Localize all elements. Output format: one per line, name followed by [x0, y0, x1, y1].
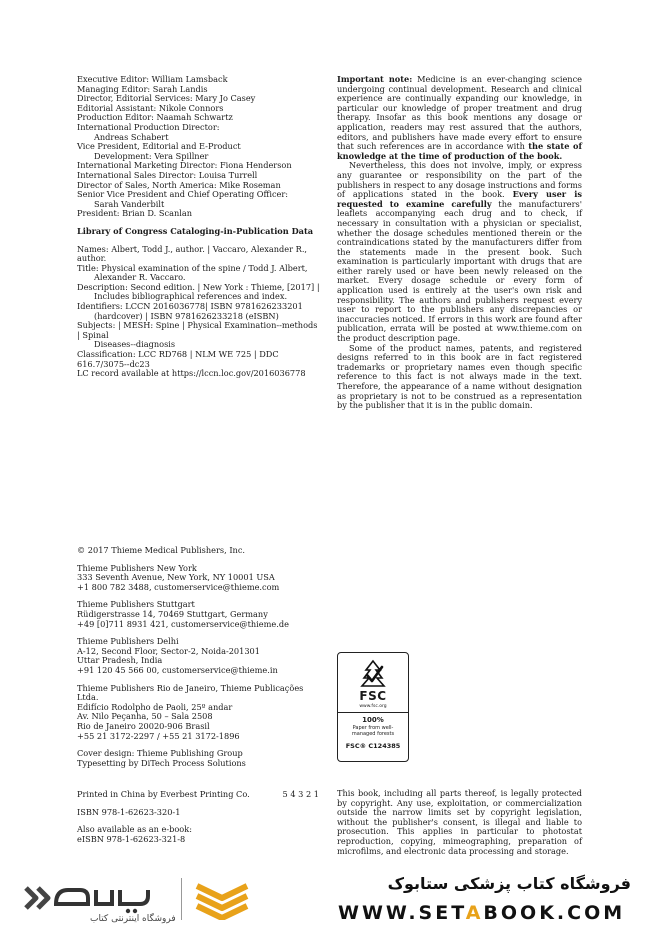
office-address-line: +1 800 782 3488, customerservice@thieme.com: [77, 581, 280, 592]
cip-line: Alexander R. Vaccaro.: [94, 272, 186, 283]
publisher-office: [77, 564, 327, 593]
typesetting-credit: Typesetting by DiTech Process Solutions: [77, 757, 246, 768]
printing-info: [77, 790, 319, 800]
cip-line: LC record available at https://lccn.loc.gov/2016036778: [77, 368, 306, 379]
credit-line: President: Brian D. Scanlan: [77, 208, 193, 219]
ebook-info: [77, 825, 327, 844]
office-address-line: Ltda.: [77, 692, 99, 703]
fsc-paper-text: Paper from well- managed forests: [351, 725, 395, 737]
note-paragraph-3: Some of the product names, patents, and registered designs referred to in this book are in fact registered trademarks or proprietary names even though specific reference to this fact is not always made in the text. Therefore, the appearance of a name without designation as proprietary is not to be construed as a representation by the publisher that it is in the public domain.: [337, 342, 582, 411]
store-title: فروشگاه کتاب پزشکی ستابوک: [387, 874, 631, 893]
cip-record: [77, 245, 325, 379]
office-address-line: Edifício Rodolpho de Paoli, 25º andar: [77, 701, 233, 712]
office-address-line: +55 21 3172-2297 / +55 21 3172-1896: [77, 730, 240, 741]
cip-line: Classification: LCC RD768 | NLM WE 725 | DDC: [77, 349, 279, 360]
credit-line: Director, Editorial Services: Mary Jo Casey: [77, 93, 256, 104]
note-label: Important note:: [337, 74, 413, 84]
cip-line: 616.7/3075--dc23: [77, 358, 150, 369]
cip-line: Identifiers: LCCN 2016036778| ISBN 9781626233201: [77, 301, 303, 312]
cip-line: Title: Physical examination of the spine / Todd J. Albert,: [77, 262, 308, 273]
print-run: 5 4 3 2 1: [282, 789, 319, 800]
cip-line: Includes bibliographical references and index.: [94, 291, 288, 302]
credit-line: Executive Editor: William Lamsback: [77, 74, 228, 84]
credit-line: Senior Vice President and Chief Operating Officer:: [77, 189, 289, 200]
isbn-line: ISBN 978-1-62623-320-1: [77, 806, 181, 817]
office-address-line: Rüdigerstrasse 14, 70469 Stuttgart, Germany: [77, 608, 268, 619]
note-paragraph-1: Important note: Medicine is an ever-changing science undergoing continual development. Research and clinical experience are continually expanding our knowledge, in particular our knowledge of proper treatment and drug therapy. Insofar as this book mentions any dosage or application, readers may rest assured that the authors, editors, and publishers have made every effort to ensure that such references are in accordance with the state of knowledge at the time of production of the book.: [337, 74, 582, 161]
publisher-office: [77, 684, 327, 742]
credit-line: Director of Sales, North America: Mike Roseman: [77, 179, 281, 190]
office-name: Thieme Publishers Rio de Janeiro, Thieme Publicações: [77, 682, 304, 693]
credits-column: [77, 75, 325, 379]
office-address-line: A-12, Second Floor, Sector-2, Noida-201301: [77, 645, 260, 656]
credit-line: Vice President, Editorial and E-Product: [77, 141, 241, 152]
cip-line: Names: Albert, Todd J., author. | Vaccaro, Alexander R.,: [77, 243, 308, 254]
eisbn-line: eISBN 978-1-62623-321-8: [77, 834, 186, 845]
cip-heading: Library of Congress Cataloging-in-Publication Data: [77, 225, 314, 236]
publisher-office: [77, 600, 327, 629]
credit-line: Andreas Schabert: [94, 131, 169, 142]
store-banner: [0, 862, 657, 935]
office-name: Thieme Publishers Stuttgart: [77, 599, 195, 610]
cip-line: Subjects: | MESH: Spine | Physical Examination--methods: [77, 320, 318, 331]
cip-line: Description: Second edition. | New York : Thieme, [2017] |: [77, 281, 320, 292]
office-name: Thieme Publishers Delhi: [77, 636, 179, 647]
copyright-line: © 2017 Thieme Medical Publishers, Inc.: [77, 545, 246, 555]
fsc-title: FSC: [359, 689, 387, 703]
credit-line: Editorial Assistant: Nikole Connors: [77, 102, 224, 113]
fsc-percent: 100%: [362, 716, 384, 724]
fsc-tree-check-icon: [356, 659, 390, 689]
cip-line: author.: [77, 253, 107, 264]
publisher-info: [77, 546, 327, 845]
printed-line: Printed in China by Everbest Printing Co.: [77, 789, 250, 800]
legal-notice: This book, including all parts thereof, is legally protected by copyright. Any use, exploitation, or commercialization outside the narrow limits set by copyright legislation, without the publisher's consent, is illegal and liable to prosecution. This applies in particular to photostat reproduction, copying, mimeographing, preparation of microfilms, and electronic data processing and storage.: [337, 788, 582, 856]
credits-list: [77, 75, 325, 219]
ebook-label: Also available as an e-book:: [77, 824, 192, 835]
store-url[interactable]: WWW.SETABOOK.COM: [338, 902, 626, 924]
office-address-line: Uttar Pradesh, India: [77, 655, 163, 666]
fsc-badge: [337, 652, 409, 762]
production-credits: [77, 749, 327, 768]
stacked-chevrons-icon: [193, 882, 251, 920]
credit-line: Production Editor: Naamah Schwartz: [77, 112, 233, 123]
credit-line: International Marketing Director: Fiona Henderson: [77, 160, 292, 171]
credit-line: Managing Editor: Sarah Landis: [77, 83, 208, 94]
cip-line: | Spinal: [77, 329, 109, 340]
fsc-url: www.fsc.org: [359, 704, 387, 709]
office-name: Thieme Publishers New York: [77, 562, 197, 573]
office-address-line: +49 [0]711 8931 421, customerservice@thieme.de: [77, 618, 289, 629]
note-paragraph-2: Nevertheless, this does not involve, imply, or express any guarantee or responsibility on the part of the publishers in respect to any dosage instructions and forms of applications stated in the book. Every user is requested to examine carefully the manufacturers' leaflets accompanying each drug and to check, if necessary in consultation with a physician or specialist, whether the dosage schedules mentioned therein or the contraindications stated by the manufacturers differ from the statements made in the present book. Such examination is particularly important with drugs that are either rarely used or have been newly released on the market. Every dosage schedule or every form of application used is entirely at the user's own risk and responsibility. The authors and publishers request every user to report to the publishers any discrepancies or inaccuracies noticed. If errors in this work are found after publication, errata will be posted at www.thieme.com on the product description page.: [337, 160, 582, 344]
cip-line: (hardcover) | ISBN 9781626233218 (eISBN): [94, 310, 279, 321]
office-address-line: Av. Nilo Peçanha, 50 – Sala 2508: [77, 711, 213, 722]
publisher-offices: [77, 564, 327, 742]
important-note: [337, 75, 582, 411]
office-address-line: 333 Seventh Avenue, New York, NY 10001 USA: [77, 572, 275, 583]
office-address-line: +91 120 45 566 00, customerservice@thieme.in: [77, 664, 278, 675]
credit-line: International Production Director:: [77, 121, 220, 132]
office-address-line: Rio de Janeiro 20020-906 Brasil: [77, 720, 210, 731]
credit-line: Development: Vera Spillner: [94, 150, 209, 161]
fsc-code: FSC® C124385: [345, 742, 401, 750]
cover-design-credit: Cover design: Thieme Publishing Group: [77, 748, 243, 759]
logo-subtitle: فروشگاه اینترنتی کتاب: [90, 914, 176, 924]
credit-line: International Sales Director: Louisa Turrell: [77, 169, 258, 180]
cip-line: Diseases--diagnosis: [94, 339, 176, 350]
publisher-office: [77, 637, 327, 675]
credit-line: Sarah Vanderbilt: [94, 198, 165, 209]
